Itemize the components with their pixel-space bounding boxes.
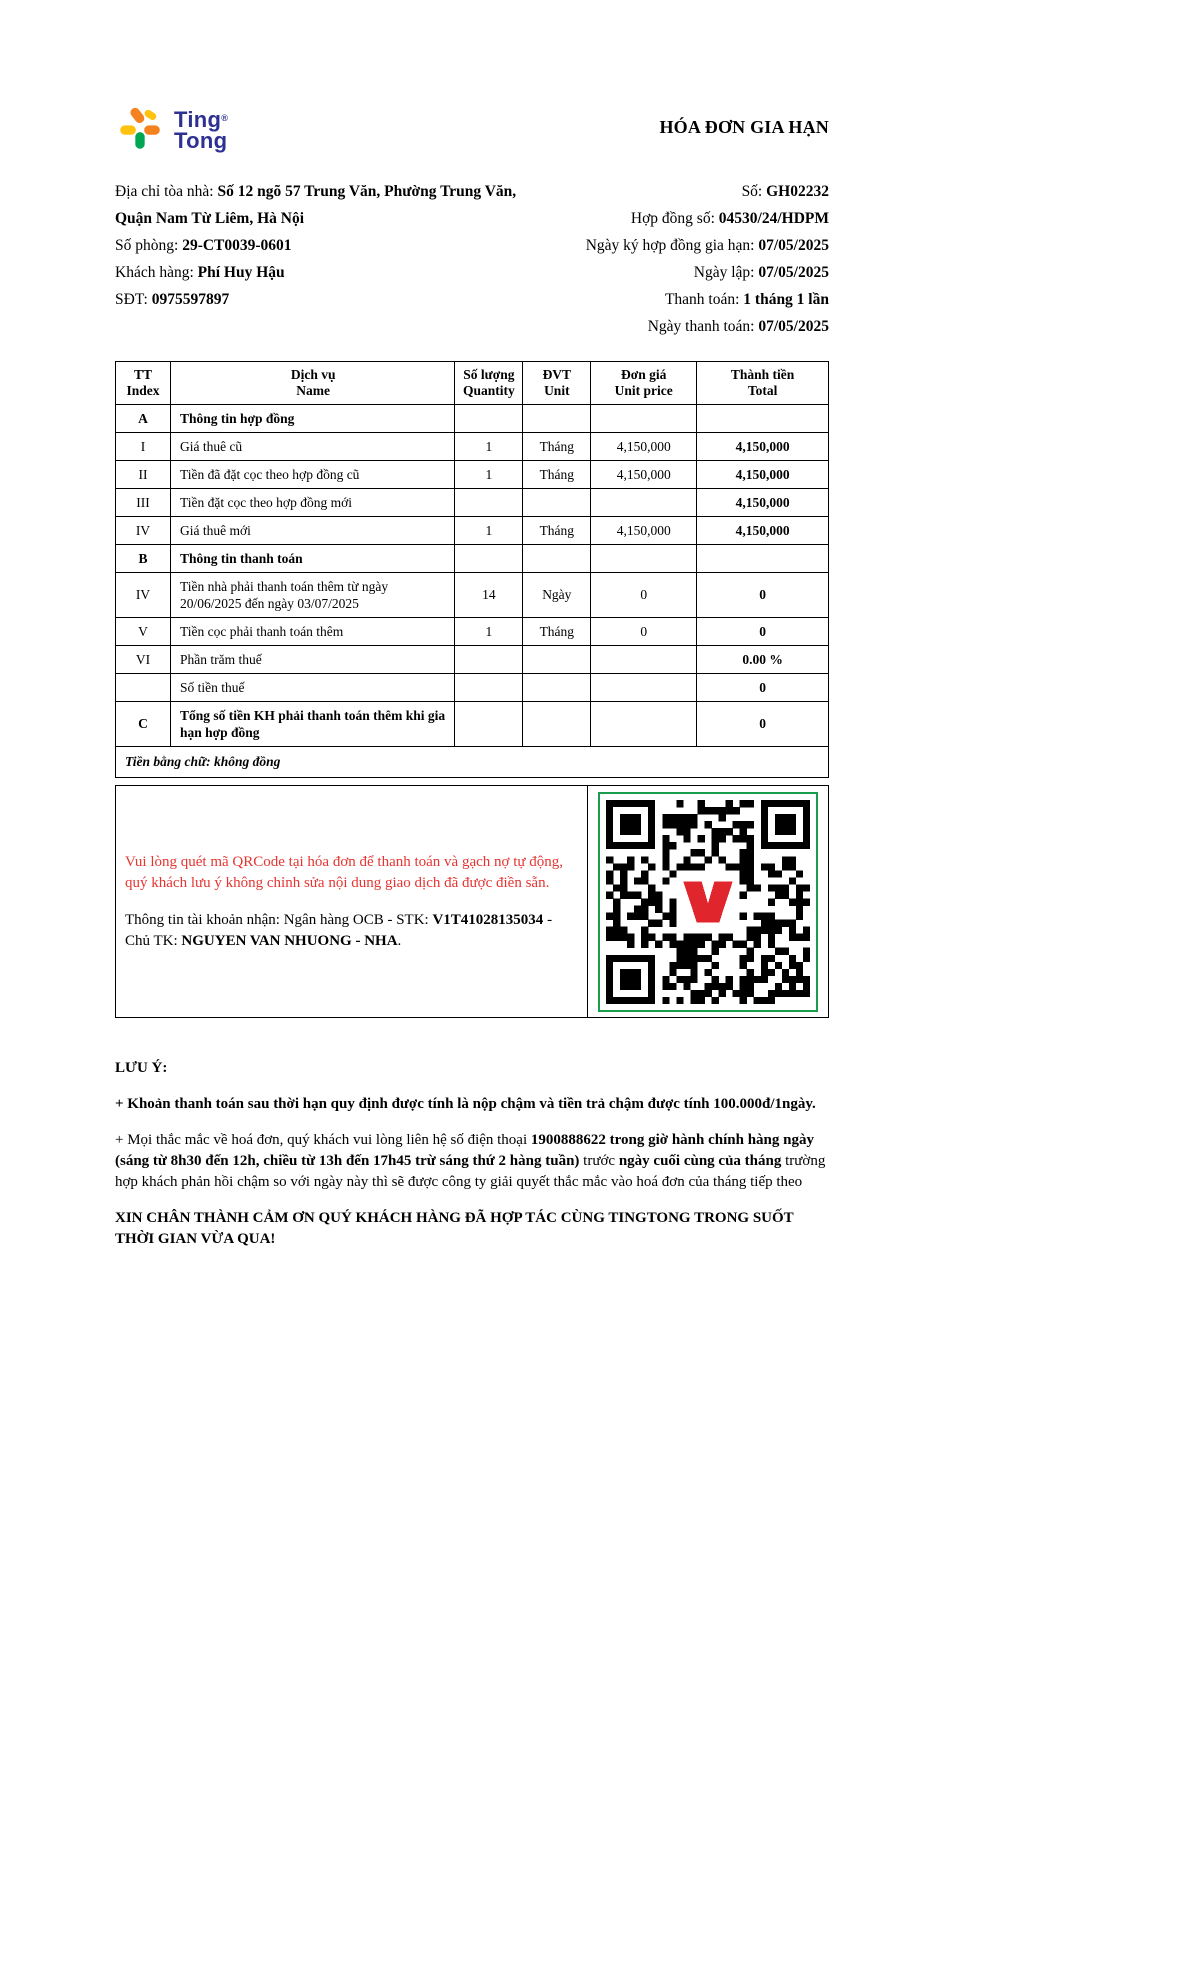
col-header-unit: ĐVT Unit [523,362,591,405]
cell-unit: Tháng [523,461,591,489]
table-row [116,618,829,646]
cell-price: 0 [591,618,697,646]
cell-price [591,674,697,702]
cell-index: III [116,489,171,517]
logo-line-1: Ting [174,106,222,132]
room-number [115,232,516,259]
cell-index: VI [116,646,171,674]
cell-price [591,489,697,517]
room-label: Số phòng: [115,237,183,254]
logo-line-2: Tong [174,127,228,153]
cell-index [116,674,171,702]
cell-index: V [116,618,171,646]
address-value-2: Quận Nam Từ Liêm, Hà Nội [115,210,305,227]
col-header-name: Dịch vụ Name [170,362,454,405]
table-row-section-b [116,545,829,573]
cell-price: 4,150,000 [591,517,697,545]
customer-phone [115,286,516,313]
qr-code-frame [598,792,818,1012]
cell-unit: Tháng [523,618,591,646]
col-header-unit-price: Đơn giá Unit price [591,362,697,405]
cell-name: Tổng số tiền KH phải thanh toán thêm khi gia hạn hợp đồng [170,702,454,747]
phone-label: SĐT: [115,291,152,308]
cell-index: A [116,405,171,433]
cell-name: Tiền đã đặt cọc theo hợp đồng cũ [170,461,454,489]
cell-unit: Tháng [523,433,591,461]
cell-quantity [455,646,523,674]
account-label: Thông tin tài khoản nhận: Ngân hàng OCB - STK: [125,911,433,928]
cell-unit [523,702,591,747]
cell-total: 0.00 % [697,646,829,674]
cell-quantity: 1 [455,433,523,461]
account-number: V1T41028135034 [432,911,544,928]
cell-unit [523,646,591,674]
cell-price [591,545,697,573]
table-row [116,674,829,702]
cell-total: 0 [697,702,829,747]
cell-price: 4,150,000 [591,461,697,489]
cell-price: 4,150,000 [591,433,697,461]
col-header-index: TT Index [116,362,171,405]
cell-total: 0 [697,618,829,646]
cell-price [591,405,697,433]
notes-heading: LƯU Ý: [115,1060,168,1076]
cell-price [591,646,697,674]
contract-number: Hợp đồng số: 04530/24/HDPM [630,210,829,227]
cell-total: 4,150,000 [697,433,829,461]
cell-unit: Ngày [523,573,591,618]
cell-quantity [455,702,523,747]
address-value-1: Số 12 ngõ 57 Trung Văn, Phường Trung Văn, [217,183,517,200]
tingtong-logo [115,104,228,154]
payment-instructions [116,786,588,1017]
amount-in-words-row [116,747,829,778]
hotline-number: 1900888622 trong giờ hành chính hàng ngày (sáng từ 8h30 đến 12h, chiều từ 13h đến 17h45 trừ sáng thứ 2 hàng tuần) [115,1132,814,1169]
cell-total: 4,150,000 [697,461,829,489]
renewal-sign-date: Ngày ký hợp đồng gia hạn: 07/05/2025 [585,237,829,254]
cell-unit [523,674,591,702]
account-holder-label: - Chủ TK: [125,911,553,949]
note-contact: + Mọi thắc mắc về hoá đơn, quý khách vui lòng liên hệ số điện thoại 1900888622 trong giờ hành chính hàng ngày (sáng từ 8h30 đến 12h, chiều từ 13h đến 17h45 trừ sáng thứ 2 hàng tuần) trước ngày cuối cùng của tháng trường hợp khách phản hồi chậm so với ngày này thì sẽ được công ty giải quyết thắc mắc vào hoá đơn của tháng tiếp theo [115,1132,826,1190]
cell-index: IV [116,573,171,618]
table-row-section-a [116,405,829,433]
cell-index: I [116,433,171,461]
cell-unit: Tháng [523,517,591,545]
cell-quantity: 14 [455,573,523,618]
cell-name: Thông tin hợp đồng [170,405,454,433]
customer-info [115,178,516,340]
col-header-quantity: Số lượng Quantity [455,362,523,405]
invoice-header [115,104,829,154]
cell-quantity [455,545,523,573]
customer-value: Phí Huy Hậu [197,264,285,281]
cell-name: Giá thuê mới [170,517,454,545]
cell-unit [523,489,591,517]
address-label: Địa chỉ tòa nhà: [115,183,218,200]
cell-total: 0 [697,573,829,618]
note-late-payment: + Khoản thanh toán sau thời hạn quy định được tính là nộp chậm và tiền trả chậm được tính 100.000đ/1ngày. [115,1096,816,1112]
notes-section [115,1058,829,1250]
cell-name: Giá thuê cũ [170,433,454,461]
cell-name: Tiền nhà phải thanh toán thêm từ ngày 20/06/2025 đến ngày 03/07/2025 [170,573,454,618]
payment-cycle: Thanh toán: 1 tháng 1 lần [664,291,829,308]
tingtong-logo-icon [115,104,165,154]
invoice-content [115,104,829,1265]
cell-quantity: 1 [455,517,523,545]
table-row [116,646,829,674]
table-row [116,573,829,618]
invoice-number: Số: GH02232 [741,183,829,200]
payment-section [115,785,829,1018]
registered-mark: ® [221,112,229,123]
qr-cell [588,786,828,1017]
table-row [116,517,829,545]
cell-name: Phần trăm thuế [170,646,454,674]
closing-message: XIN CHÂN THÀNH CẢM ƠN QUÝ KHÁCH HÀNG ĐÃ HỢP TÁC CÙNG TINGTONG TRONG SUỐT THỜI GIAN VỪA QUA! [115,1210,794,1247]
cell-price [591,702,697,747]
cell-quantity: 1 [455,618,523,646]
col-header-total: Thành tiền Total [697,362,829,405]
bank-account-info: Thông tin tài khoản nhận: Ngân hàng OCB - STK: V1T41028135034 - Chủ TK: NGUYEN VAN NHUONG - NHA. [125,911,553,949]
table-header-row [116,362,829,405]
table-row [116,461,829,489]
payment-date: Ngày thanh toán: 07/05/2025 [647,318,829,335]
cell-quantity [455,405,523,433]
table-row [116,489,829,517]
table-row [116,433,829,461]
cell-name: Tiền cọc phải thanh toán thêm [170,618,454,646]
cell-price: 0 [591,573,697,618]
customer-name [115,259,516,286]
invoice-info [115,178,829,340]
building-address-line1 [115,178,516,205]
qr-instruction-text: Vui lòng quét mã QRCode tại hóa đơn để thanh toán và gạch nợ tự động, quý khách lưu ý không chỉnh sửa nội dung giao dịch đã được điền sẵn. [125,853,564,891]
cell-name: Số tiền thuế [170,674,454,702]
table-row-section-c [116,702,829,747]
invoice-meta [586,178,829,340]
customer-label: Khách hàng: [115,264,198,281]
cell-quantity [455,674,523,702]
cell-index: II [116,461,171,489]
cell-total: 4,150,000 [697,517,829,545]
cell-total [697,405,829,433]
cell-total: 4,150,000 [697,489,829,517]
cell-index: IV [116,517,171,545]
issue-date: Ngày lập: 07/05/2025 [693,264,829,281]
qr-code-image [606,800,810,1004]
amount-in-words: Tiền bằng chữ: không đồng [116,747,829,778]
cell-name: Tiền đặt cọc theo hợp đồng mới [170,489,454,517]
cell-total: 0 [697,674,829,702]
cell-name: Thông tin thanh toán [170,545,454,573]
cell-unit [523,405,591,433]
room-value: 29-CT0039-0601 [182,237,292,254]
account-holder: NGUYEN VAN NHUONG - NHA [181,932,398,949]
tingtong-logo-text [174,108,228,151]
page-title: HÓA ĐƠN GIA HẠN [659,117,829,137]
cell-quantity: 1 [455,461,523,489]
invoice-table [115,361,829,778]
building-address-line2 [115,205,516,232]
cell-quantity [455,489,523,517]
cell-index: B [116,545,171,573]
cell-unit [523,545,591,573]
cell-total [697,545,829,573]
cell-index: C [116,702,171,747]
phone-value: 0975597897 [151,291,230,308]
